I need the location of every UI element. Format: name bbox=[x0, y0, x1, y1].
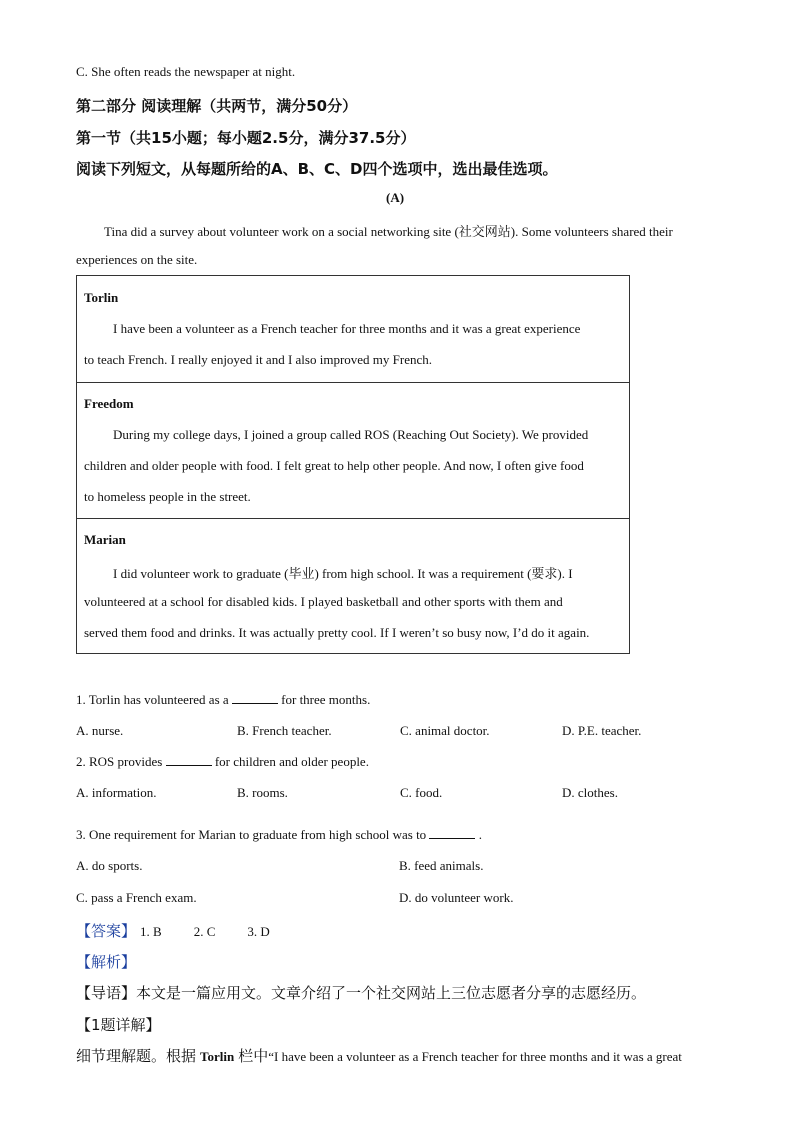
section-title: 第一节（共15小题；每小题2.5分，满分37.5分） bbox=[76, 129, 416, 147]
post-line: children and older people with food. I felt great to help other people. And now, I often give food bbox=[84, 458, 584, 473]
volunteer-posts-table bbox=[76, 275, 630, 654]
intro-line-2: experiences on the site. bbox=[76, 252, 198, 267]
post-line: During my college days, I joined a group called ROS (Reaching Out Society). We provided bbox=[113, 427, 589, 442]
question-stem-text: 2. ROS provides bbox=[76, 754, 163, 769]
post-line: volunteered at a school for disabled kids. I played basketball and other sports with them and bbox=[84, 594, 563, 609]
option-2b[interactable]: B. rooms. bbox=[237, 785, 288, 800]
part-title: 第二部分 阅读理解（共两节，满分50分） bbox=[76, 97, 358, 115]
intro-line-1: Tina did a survey about volunteer work on a social networking site (社交网站). Some volunteers shared their bbox=[104, 224, 673, 239]
question-2-stem bbox=[76, 754, 369, 770]
answer-item: 2. C bbox=[193, 924, 216, 939]
instruction: 阅读下列短文，从每题所给的A、B、C、D四个选项中，选出最佳选项。 bbox=[76, 160, 558, 178]
answer-blank bbox=[429, 828, 475, 839]
post-marian bbox=[77, 519, 629, 653]
q1-detail-label: 【1题详解】 bbox=[76, 1016, 161, 1034]
question-stem-text: 1. Torlin has volunteered as a bbox=[76, 692, 229, 707]
option-2c[interactable]: C. food. bbox=[400, 785, 443, 800]
post-line: I have been a volunteer as a French teacher for three months and it was a great experience bbox=[113, 321, 581, 336]
answer-blank bbox=[232, 693, 278, 704]
option-3b[interactable]: B. feed animals. bbox=[399, 858, 484, 873]
option-1c[interactable]: C. animal doctor. bbox=[400, 723, 490, 738]
q1-detail-text bbox=[76, 1045, 682, 1066]
detail-name: Torlin bbox=[200, 1049, 235, 1064]
option-1b[interactable]: B. French teacher. bbox=[237, 723, 332, 738]
option-1a[interactable]: A. nurse. bbox=[76, 723, 124, 738]
post-line: to teach French. I really enjoyed it and I also improved my French. bbox=[84, 352, 433, 367]
passage-label: (A) bbox=[386, 190, 405, 205]
answer-item: 1. B bbox=[140, 924, 162, 939]
detail-middle: 栏中 bbox=[238, 1047, 269, 1065]
post-author: Torlin bbox=[84, 290, 119, 305]
option-2a[interactable]: A. information. bbox=[76, 785, 157, 800]
option-2d[interactable]: D. clothes. bbox=[562, 785, 618, 800]
option-3a[interactable]: A. do sports. bbox=[76, 858, 143, 873]
question-stem-text: for children and older people. bbox=[214, 754, 369, 769]
answer-item: 3. D bbox=[247, 924, 270, 939]
answer-key bbox=[76, 920, 270, 941]
post-author: Freedom bbox=[84, 396, 134, 411]
analysis-label: 【解析】 bbox=[76, 953, 137, 971]
answer-label: 【答案】 bbox=[76, 922, 137, 940]
guide-text: 【导语】本文是一篇应用文。文章介绍了一个社交网站上三位志愿者分享的志愿经历。 bbox=[76, 984, 647, 1002]
option-3d[interactable]: D. do volunteer work. bbox=[399, 890, 514, 905]
post-freedom bbox=[77, 383, 629, 519]
question-stem-text: for three months. bbox=[281, 692, 371, 707]
post-line: served them food and drinks. It was actually pretty cool. If I weren’t so busy now, I’d do it again. bbox=[84, 625, 590, 640]
answer-blank bbox=[166, 755, 212, 766]
question-stem-text: . bbox=[478, 827, 482, 842]
previous-question-option-c: C. She often reads the newspaper at night. bbox=[76, 64, 296, 79]
detail-prefix: 细节理解题。根据 bbox=[76, 1047, 197, 1065]
post-line: to homeless people in the street. bbox=[84, 489, 251, 504]
question-stem-text: 3. One requirement for Marian to graduate from high school was to bbox=[76, 827, 427, 842]
post-line: I did volunteer work to graduate (毕业) from high school. It was a requirement (要求). I bbox=[113, 566, 573, 581]
detail-quote: “I have been a volunteer as a French teacher for three months and it was a great bbox=[268, 1049, 682, 1064]
option-1d[interactable]: D. P.E. teacher. bbox=[562, 723, 642, 738]
post-author: Marian bbox=[84, 532, 126, 547]
option-3c[interactable]: C. pass a French exam. bbox=[76, 890, 197, 905]
question-1-stem bbox=[76, 692, 370, 708]
post-torlin bbox=[77, 276, 629, 383]
question-3-stem bbox=[76, 827, 482, 843]
